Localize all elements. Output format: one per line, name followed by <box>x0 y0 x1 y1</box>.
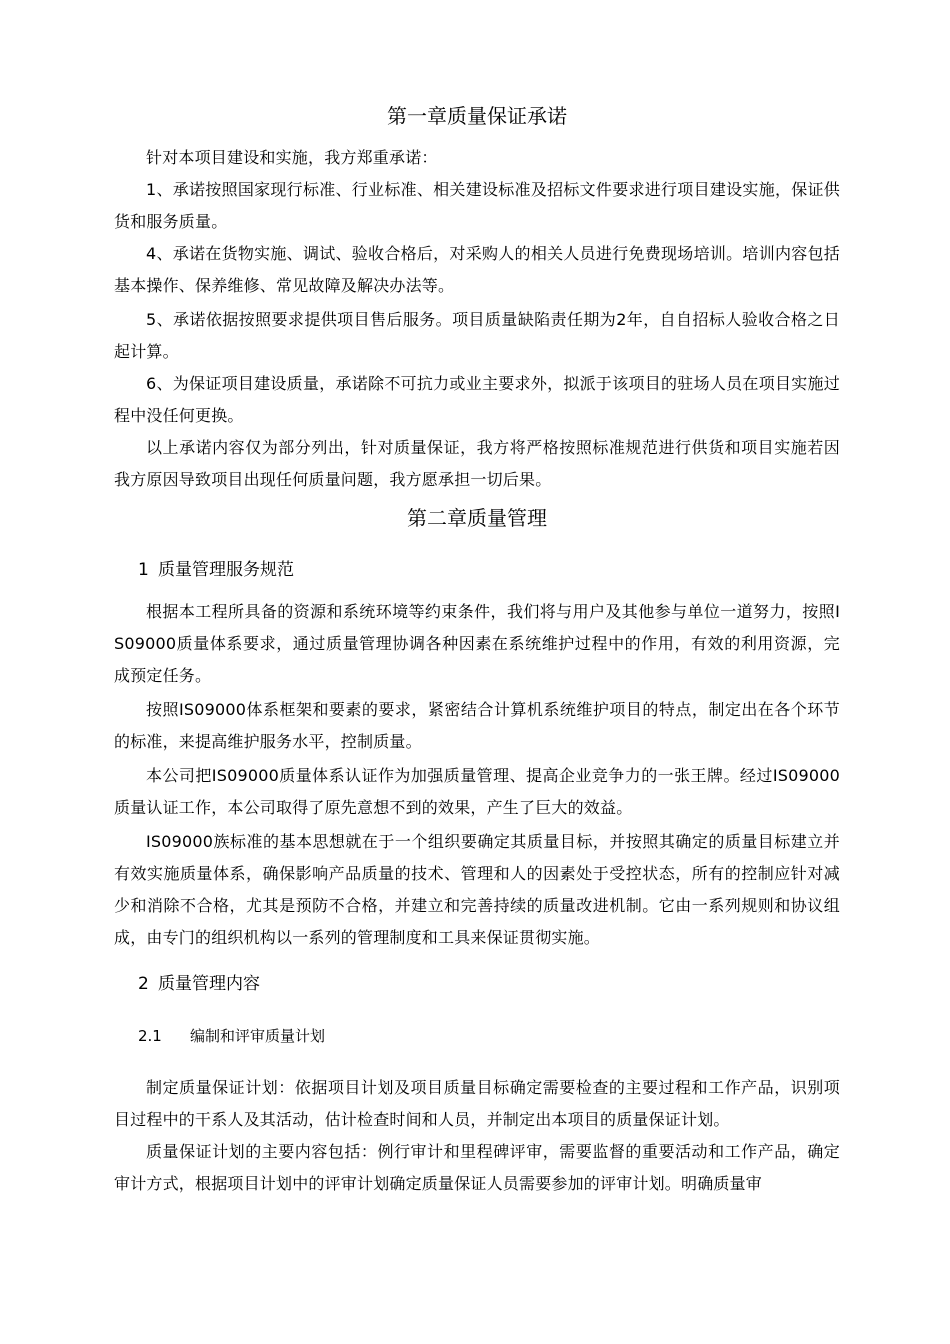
chapter1-paragraph: 针对本项目建设和实施，我方郑重承诺： <box>146 148 438 167</box>
subsection-2-1-title: 编制和评审质量计划 <box>190 1027 326 1045</box>
section-1-number: 1 <box>138 560 149 580</box>
section-1-paragraph: IS09000族标准的基本思想就在于一个组织要确定其质量目标，并按照其确定的质量目标建立并有效实施质量体系，确保影响产品质量的技术、管理和人的因素处于受控状态，所有的控制应针对减少和消除不合格，尤其是预防不合格，并建立和完善持续的质量改进机制。它由一系列规则和协议组成，由专门的组织机构以一系列的管理制度和工具来保证贯彻实施。 <box>114 832 840 947</box>
section-1-heading <box>138 556 294 584</box>
chapter2-title: 第二章质量管理 <box>407 506 547 530</box>
chapter1-paragraph: 1、承诺按照国家现行标准、行业标准、相关建设标准及招标文件要求进行项目建设实施，保证供货和服务质量。 <box>114 180 840 231</box>
subsection-2-1-number: 2.1 <box>138 1027 162 1045</box>
chapter1-paragraph: 5、承诺依据按照要求提供项目售后服务。项目质量缺陷责任期为2年，自自招标人验收合格之日起计算。 <box>114 310 840 361</box>
chapter1-paragraph: 以上承诺内容仅为部分列出，针对质量保证，我方将严格按照标准规范进行供货和项目实施若因我方原因导致项目出现任何质量问题，我方愿承担一切后果。 <box>114 438 840 489</box>
section-2-heading <box>138 970 260 998</box>
chapter1-paragraph: 4、承诺在货物实施、调试、验收合格后，对采购人的相关人员进行免费现场培训。培训内容包括基本操作、保养维修、常见故障及解决办法等。 <box>114 244 840 295</box>
section-2-title: 质量管理内容 <box>158 974 260 994</box>
section-1-paragraph: 按照IS09000体系框架和要素的要求，紧密结合计算机系统维护项目的特点，制定出在各个环节的标准，来提高维护服务水平，控制质量。 <box>114 700 840 751</box>
subsection-2-1-heading <box>138 1024 325 1048</box>
chapter1-paragraph: 6、为保证项目建设质量，承诺除不可抗力或业主要求外，拟派于该项目的驻场人员在项目实施过程中没任何更换。 <box>114 374 840 425</box>
section-1-paragraph: 本公司把IS09000质量体系认证作为加强质量管理、提高企业竞争力的一张王牌。经过IS09000质量认证工作，本公司取得了原先意想不到的效果，产生了巨大的效益。 <box>114 766 840 817</box>
subsection-2-1-paragraph: 质量保证计划的主要内容包括：例行审计和里程碑评审，需要监督的重要活动和工作产品，确定审计方式，根据项目计划中的评审计划确定质量保证人员需要参加的评审计划。明确质量审 <box>114 1142 840 1193</box>
section-2-number: 2 <box>138 974 149 994</box>
subsection-2-1-paragraph: 制定质量保证计划：依据项目计划及项目质量目标确定需要检查的主要过程和工作产品，识别项目过程中的干系人及其活动，估计检查时间和人员，并制定出本项目的质量保证计划。 <box>114 1078 840 1129</box>
chapter1-title: 第一章质量保证承诺 <box>387 104 567 128</box>
section-1-title: 质量管理服务规范 <box>158 560 294 580</box>
section-1-paragraph: 根据本工程所具备的资源和系统环境等约束条件，我们将与用户及其他参与单位一道努力，按照IS09000质量体系要求，通过质量管理协调各种因素在系统维护过程中的作用，有效的利用资源，完成预定任务。 <box>114 602 840 685</box>
